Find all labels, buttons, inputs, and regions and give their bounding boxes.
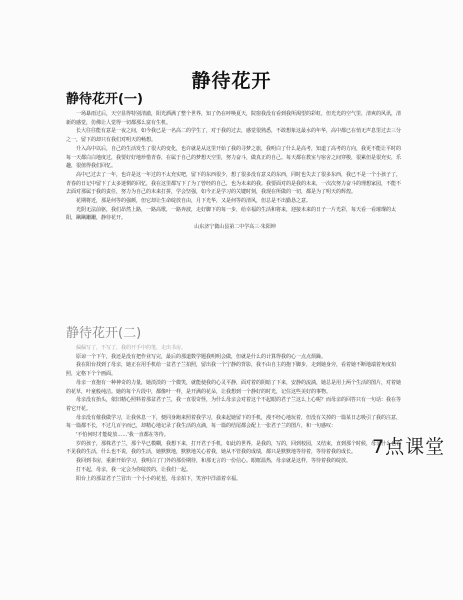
section1-paragraph: 高中已过去了一年，也许是这一年过的不太充实吧，留下的东西很少，想了很多没有意义的东西，同时也失去了很多东西，我已不是一个小孩子了，青春的日记中留下了太多迷惘的回忆，我在这里都写下了为了曾经的自己，也为未来的我。我要面对的是我的未来，一次次努力奋斗的理想家园，不能不去面对那属于我的责任，努力为自己的未来打拼，学会坚强，如今正是学习的关键时刻，我现在所做的一切，都是为了明天的辉煌。 [66,171,402,196]
section2-paragraph: 我回到书房，重新开始学习，我明白了门外的那份期待，和那无言的一份信心。眼眶温热，母亲就是这样，等待着我的绽放。 [76,458,352,465]
section1-heading: 静待花开(一) [66,92,143,107]
section2-paragraph: 母亲一直抱有一种神奇的力量，她淡淡的一个微笑，就能使我的心灵平静，面对着的阴暗了下来，安静的流淌，她总是用上两个生活的图片，对着她的花草，叶童般纯洁。她的每个片段中，都像叶一样，是开满的花朵，让我想到一个静好的时光，记住这些美好的事物。 [66,379,402,395]
section2-paragraph: 阳台上的那盆君子兰冒出一个小小的花苞，母亲拍下，笑容中洋溢着幸福。 [76,475,242,482]
section2-heading: 静待花开(二) [66,326,142,341]
section2-paragraph: 我在阳台找到了母亲，她正在用手机给一盆君子兰拍照，留出我一个宁静的背影，我不由自主的抱下脚步，走到她身旁，看着她不断地端着角度拍照，定格下个个画面。 [66,362,397,378]
section1-signoff: 山东济宁微山县第二中学高三·朱阳坤 [194,224,276,231]
section1-paragraph: 长大往往能有意是一夜之间，如今我已是一名高二的学生了，对于我的过去，感觉很熟悉，不敢想象这最水的年华，高中都已在悄无声息里过去三分之一，留下的却只有我们对明天的畅想。 [66,128,402,144]
watermark-label: 7点课堂 [372,436,446,458]
section1-paragraph: 一场暴雨过后，天空显得特别清澈，阳光洒满了整个世界，知了仍在呼唤夏天，院窗我没有看到我所渴望的彩虹，但光光的空气里，清爽的风讯，清新的感觉，仿佛让人觉得一切都那么富有生机。 [66,111,402,126]
document-title: 静待花开 [191,70,272,92]
section2-paragraph: '不怕何时才能绽放……'我一直都在等待。 [76,432,169,439]
section1-paragraph: 升入高中以后，自己的生活发生了很大的变化，也许就是从这里开始了我的寻梦之旅，我明白了什么是高考，知道了高考的方向，我更不能让平时的每一天都白白地度过，我要好好地珍惜青春，在属于自己的梦想天空里，努力奋斗，做真正的自己。每天都在教室与宿舍之间穿梭，很累但是很充实，乐趣，很值得我们回忆。 [66,145,402,170]
section1-paragraph: 花期将近，那是何等的强颜，但它却让生命绽放自由，月下光华，又是何等的清风，但总是不出勤恳之意。 [76,198,312,205]
section1-body [66,110,404,322]
section2-paragraph: 母亲没有催我做学习，让我休息一下，便同身跑来照着我学习，我来起她留下的手机，漫不经心地玩着，但没有关掉的一篇某日志吸引了我的注意，每一篇都不长，不过几百字而已，却精心地记录了我生活的点滴，每一篇的结尾都会配上一张君子兰的图片，和一句感叹： [66,414,402,430]
section1-paragraph: 光阴无法前驱，我们昂然上路，一路高歌，一路奔波，走好脚下的每一步，给幸福的生活和将来，迎接未来的日子一片光彩，每天看一看璀璨的太阳，蹒蹒跚跚，静待花开。 [66,206,397,222]
section2-paragraph: 母亲没有抬头，依旧精心照料着那盆君子兰，我一直很奇怪，为什么母亲会对着这个不起眼的君子兰这么上心呢？而母亲的回答只有一句话：我在等着它开花。 [66,397,402,412]
section2-paragraph: 打不起，母亲，我一定会为你绽放的，让我们一起。 [76,466,192,473]
section2-body [66,344,404,594]
section2-paragraph: 原谅一个下午，我还是没有把作业写完，最后的那道数学题我明明会做，但就是什么的计算得我的心一点点烦躁。 [76,353,327,360]
section2-paragraph: 偏偏写了，不写了，我的开手中的笔，走出书房。 [76,345,187,351]
section2-paragraph: 岁的孩子，那株君子兰，那个早已模糊，我想下来，打开君子手机，如此的世界，是我的，写的，回到校园，又结束，直到那个时候，母亲什么也看不见我的生活，什么也不说，我的生活，她默默地，默默地关心着我，她从不管我的成绩，都只是默默地等待着，等待着我的成长。 [66,440,402,456]
